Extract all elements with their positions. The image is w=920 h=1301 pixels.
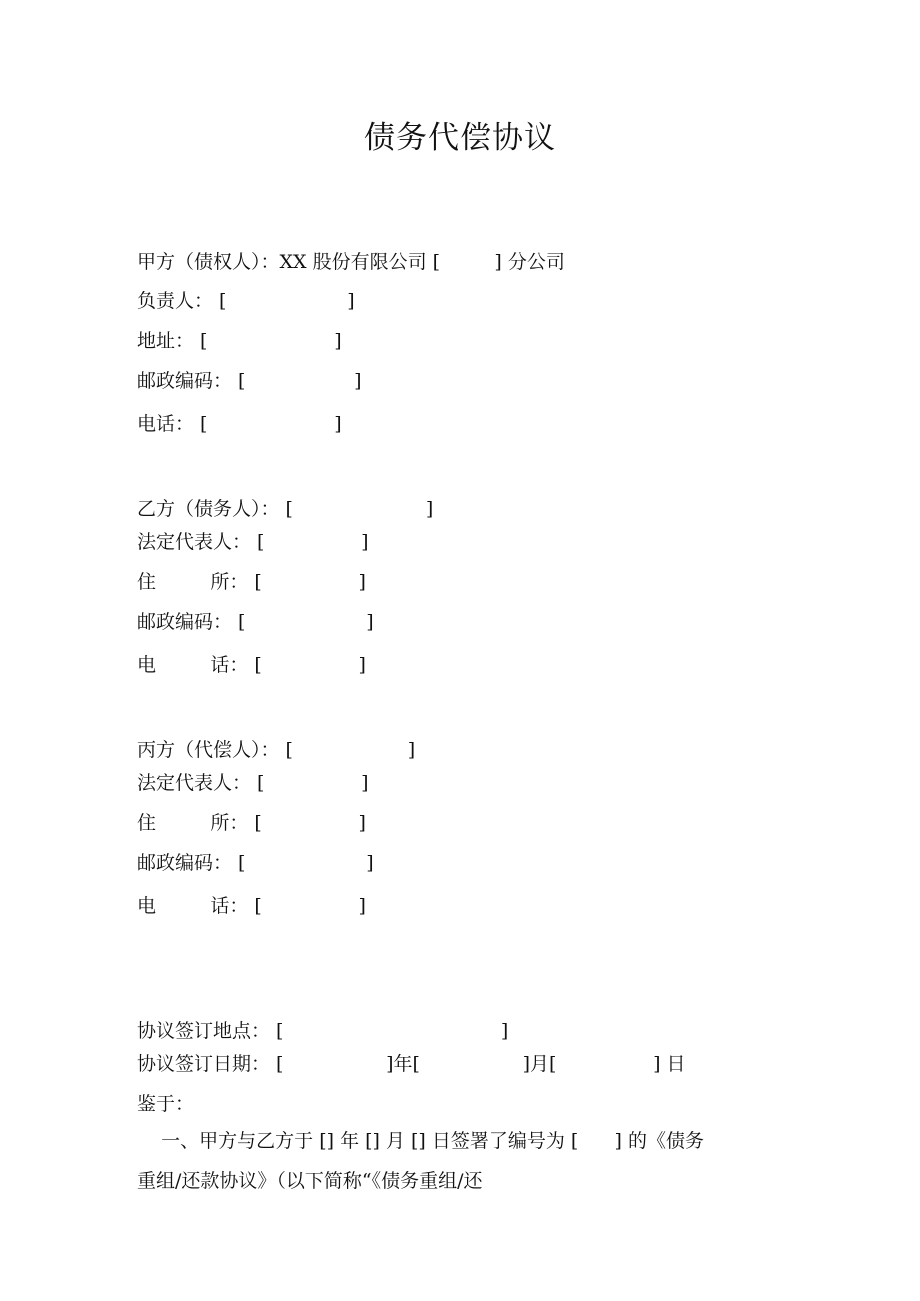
party-b-phone: 电 话： [ ] [137,654,366,676]
party-a-heading: 甲方（债权人）：XX 股份有限公司 [ ] 分公司 [137,251,565,273]
party-a-address: 地址： [ ] [137,330,342,352]
party-c-heading: 丙方（代偿人）： [ ] [137,739,416,761]
party-a-phone: 电话： [ ] [137,413,342,435]
sign-date: 协议签订日期： [ ]年[ ]月[ ] 日 [137,1053,686,1075]
party-b-address: 住 所： [ ] [137,571,366,593]
party-b-rep: 法定代表人： [ ] [137,531,369,553]
whereas-label: 鉴于： [137,1093,195,1115]
party-c-rep: 法定代表人： [ ] [137,772,369,794]
clause-1-line-2: 重组/还款协议》（以下简称“《债务重组/还 [137,1170,483,1192]
party-c-postal: 邮政编码： [ ] [137,852,374,874]
party-b-heading: 乙方（债务人）： [ ] [137,498,434,520]
document-title: 债务代偿协议 [364,120,556,156]
party-a-person: 负责人： [ ] [137,290,355,312]
party-c-address: 住 所： [ ] [137,812,366,834]
party-a-postal: 邮政编码： [ ] [137,370,362,392]
clause-1-line-1: 一、甲方与乙方于 [] 年 [] 月 [] 日签署了编号为 [ ] 的《债务 [137,1130,705,1152]
party-c-phone: 电 话： [ ] [137,895,366,917]
party-b-postal: 邮政编码： [ ] [137,611,374,633]
sign-place: 协议签订地点： [ ] [137,1020,509,1042]
